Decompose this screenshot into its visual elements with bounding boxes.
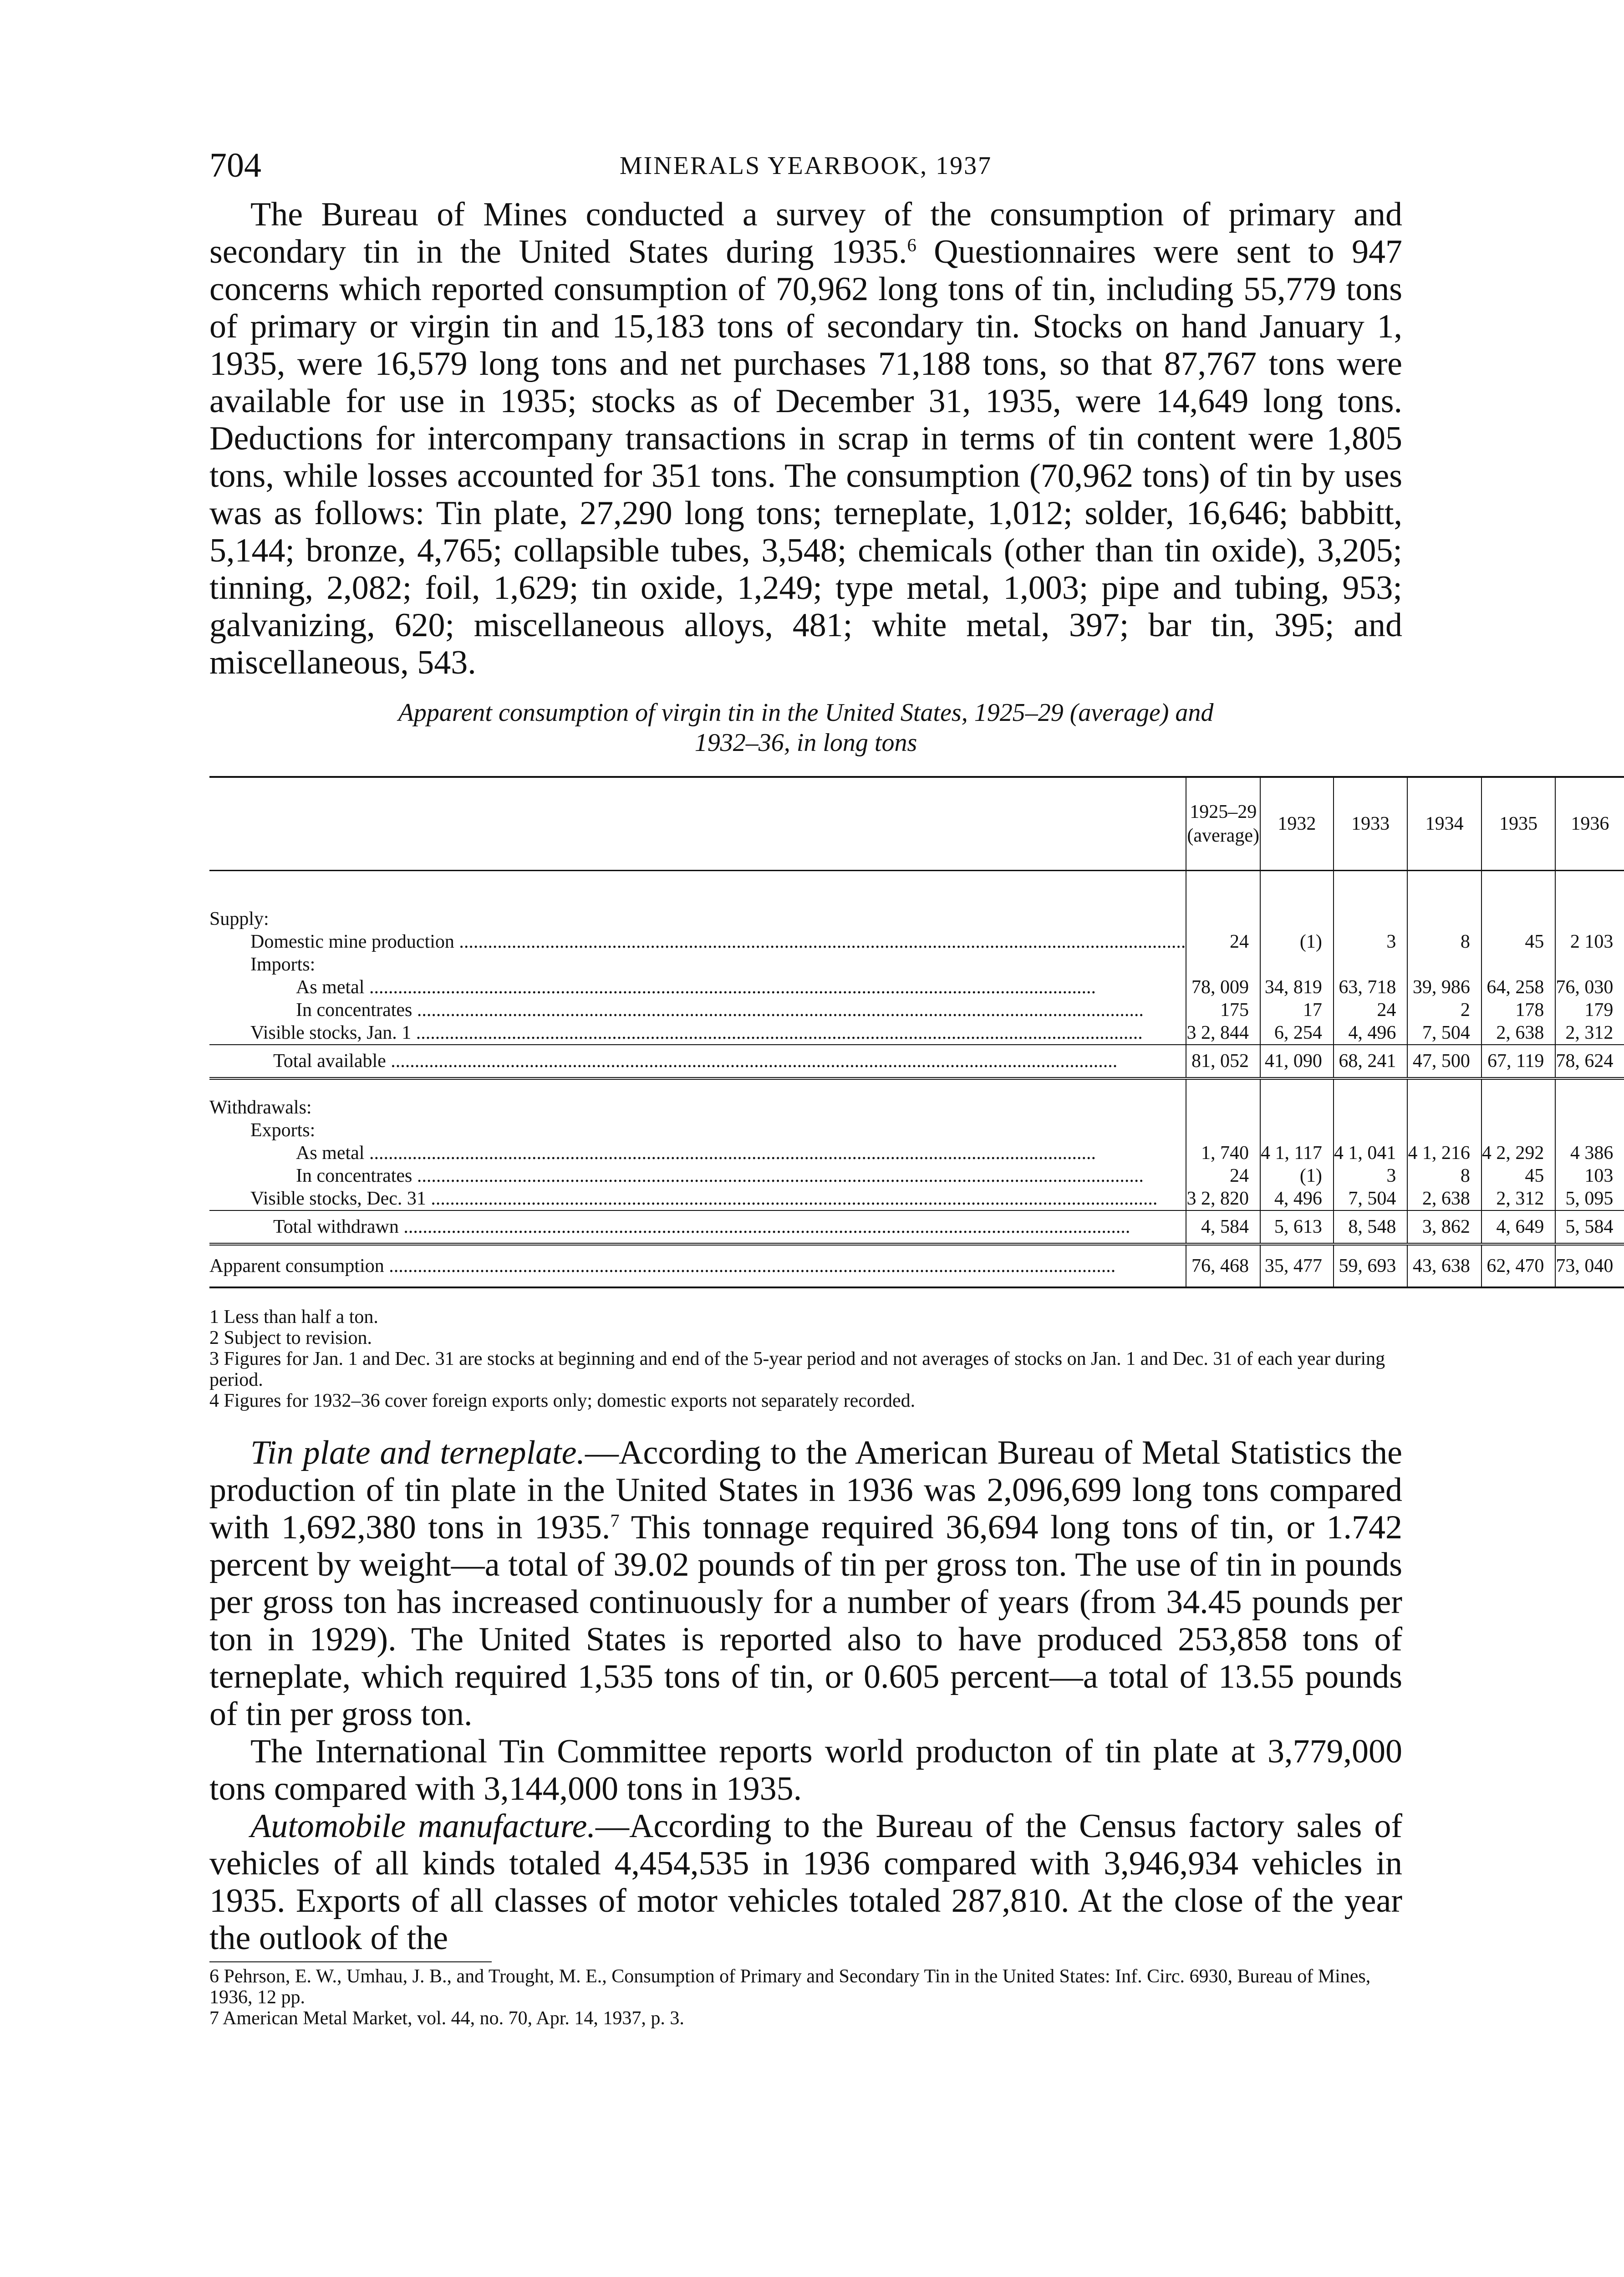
table-cell: 8, 548 (1334, 1210, 1408, 1244)
table-cell: 3 (1334, 930, 1408, 953)
table-cell: 175 (1186, 999, 1260, 1021)
footnote-ref-7: 7 (610, 1510, 620, 1531)
table-cell: 2, 312 (1555, 1021, 1624, 1045)
table-cell: 103 (1555, 1164, 1624, 1187)
total-row (209, 1045, 1624, 1078)
row-label: Total available ..... (273, 1050, 1186, 1072)
automobile-paragraph: Automobile manufacture.—According to the Bureau of the Census factory sales of vehicles of all kinds totaled 4,454,535 in 1936 compared with 3,946,934 vehicles in 1935. Exports of all classes of motor vehicles totaled 287,810. At the close of the year the outlook of the (209, 1807, 1402, 1957)
table-cell: 68, 241 (1334, 1045, 1408, 1078)
table-cell: 34, 819 (1260, 976, 1334, 999)
table-cell: 64, 258 (1481, 976, 1556, 999)
table-cell: 4 1, 216 (1407, 1142, 1481, 1164)
total-row (209, 1210, 1624, 1244)
table-cell: 3 2, 820 (1186, 1187, 1260, 1210)
section-row (209, 1119, 1624, 1142)
table-cell: 4 2, 292 (1481, 1142, 1556, 1164)
table-cell: (1) (1260, 1164, 1334, 1187)
section-row (209, 1096, 1624, 1119)
footnote-rule (209, 1961, 492, 1962)
table-cell: 17 (1260, 999, 1334, 1021)
table-row (209, 930, 1624, 953)
table-cell: 4, 496 (1260, 1187, 1334, 1210)
footnote-ref-6: 6 (907, 235, 916, 255)
itc-paragraph: The International Tin Committee reports world producton of tin plate at 3,779,000 tons compared with 3,144,000 tons in 1935. (209, 1733, 1402, 1807)
col-header: 1936 (1555, 777, 1624, 871)
table-cell: 3 (1334, 1164, 1408, 1187)
table-cell: 47, 500 (1407, 1045, 1481, 1078)
section-label: Supply: (209, 909, 269, 929)
stub-header (209, 777, 1186, 871)
table-footnote: 4 Figures for 1932–36 cover foreign exports only; domestic exports not separately recorded. (209, 1390, 916, 1411)
table-cell: 5, 613 (1260, 1210, 1334, 1244)
table-footnote: 2 Subject to revision. (209, 1327, 372, 1348)
page-footnote: 6 Pehrson, E. W., Umhau, J. B., and Trought, M. E., Consumption of Primary and Secondary Tin in the United States: Inf. Circ. 6930, Bureau of Mines, 1936, 12 pp. (209, 1966, 1371, 2008)
table-cell: 41, 090 (1260, 1045, 1334, 1078)
intro-paragraph: The Bureau of Mines conducted a survey of the consumption of primary and secondary tin in the United States during 1935.$^6$ Questionnaires were sent to 947 concerns which reported consumption of 70,962 long tons of tin, including 55,779 tons of primary or virgin tin and 15,183 tons of secondary tin. Stocks on hand January 1, 1935, were 16,579 long tons and net purchases 71,188 tons, so that 87,767 tons were available for use in 1935; stocks as of December 31, 1935, were 14,649 long tons. Deductions for intercompany transactions in scrap in terms of tin content were 1,805 tons, while losses accounted for 351 tons. The consumption (70,962 tons) of tin by uses was as follows: Tin plate, 27,290 long tons; terneplate, 1,012; solder, 16,646; babbitt, 5,144; bronze, 4,765; collapsible tubes, 3,548; chemicals (other than tin oxide), 3,205; tinning, 2,082; foil, 1,629; tin oxide, 1,249; type metal, 1,003; pipe and tubing, 953; galvanizing, 620; miscellaneous alloys, 481; white metal, 397; bar tin, 395; and miscellaneous, 543. (209, 196, 1402, 681)
table-row (209, 976, 1624, 999)
table-cell: 73, 040 (1555, 1244, 1624, 1287)
table-cell: 1, 740 (1186, 1142, 1260, 1164)
table-cell: 24 (1334, 999, 1408, 1021)
table-footnotes (209, 1307, 1402, 1411)
table-cell: 4 1, 041 (1334, 1142, 1408, 1164)
table-cell: 2, 312 (1481, 1187, 1556, 1210)
table-cell: 76, 030 (1555, 976, 1624, 999)
table-cell: 2 103 (1555, 930, 1624, 953)
table-footnote: 3 Figures for Jan. 1 and Dec. 31 are stocks at beginning and end of the 5-year period and not averages of stocks on Jan. 1 and Dec. 31 of each year during period. (209, 1348, 1385, 1390)
table-cell: 24 (1186, 930, 1260, 953)
table-cell: 35, 477 (1260, 1244, 1334, 1287)
table-cell: 4 386 (1555, 1142, 1624, 1164)
table-cell: 39, 986 (1407, 976, 1481, 999)
table-cell: 43, 638 (1407, 1244, 1481, 1287)
table-cell: 5, 095 (1555, 1187, 1624, 1210)
table-cell: 7, 504 (1334, 1187, 1408, 1210)
table-cell: 2 (1407, 999, 1481, 1021)
row-label: As metal ..... (296, 1142, 1186, 1164)
col-header: 1934 (1407, 777, 1481, 871)
section-heading: Tin plate and terneplate. (250, 1434, 585, 1471)
table-cell: 62, 470 (1481, 1244, 1556, 1287)
col-header: 1932 (1260, 777, 1334, 871)
table-cell: 78, 009 (1186, 976, 1260, 999)
section-label: Imports: (250, 954, 316, 975)
table-cell: 24 (1186, 1164, 1260, 1187)
table-row (209, 1187, 1624, 1210)
table-cell: 81, 052 (1186, 1045, 1260, 1078)
section-heading: Automobile manufacture. (250, 1807, 596, 1845)
col-header: 1933 (1334, 777, 1408, 871)
row-label: In concentrates ..... (296, 1164, 1186, 1187)
section-label: Withdrawals: (209, 1097, 312, 1118)
row-label: Visible stocks, Jan. 1 ..... (250, 1021, 1186, 1044)
table-cell: 76, 468 (1186, 1244, 1260, 1287)
table-cell: 59, 693 (1334, 1244, 1408, 1287)
table-cell: 63, 718 (1334, 976, 1408, 999)
table-cell: 6, 254 (1260, 1021, 1334, 1045)
table-cell: 2, 638 (1407, 1187, 1481, 1210)
col-header-1925-29: 1925–29 (average) (1186, 777, 1260, 871)
row-label: As metal ..... (296, 976, 1186, 999)
row-label: In concentrates ..... (296, 999, 1186, 1021)
table-cell: 3 2, 844 (1186, 1021, 1260, 1045)
table-cell: (1) (1260, 930, 1334, 953)
section-row (209, 908, 1624, 930)
apparent-consumption-row (209, 1244, 1624, 1287)
table-cell: 8 (1407, 1164, 1481, 1187)
table-footnote: 1 Less than half a ton. (209, 1307, 378, 1327)
table-cell: 178 (1481, 999, 1556, 1021)
table-cell: 179 (1555, 999, 1624, 1021)
running-head: MINERALS YEARBOOK, 1937 (619, 152, 993, 180)
table-row (209, 1164, 1624, 1187)
table-cell: 8 (1407, 930, 1481, 953)
table-cell: 3, 862 (1407, 1210, 1481, 1244)
table-cell: 45 (1481, 1164, 1556, 1187)
row-label: Apparent consumption ..... (209, 1255, 1186, 1277)
table-row (209, 1021, 1624, 1045)
table-cell: 4 1, 117 (1260, 1142, 1334, 1164)
table-cell: 78, 624 (1555, 1045, 1624, 1078)
table-cell: 45 (1481, 930, 1556, 953)
row-label: Visible stocks, Dec. 31 ..... (250, 1187, 1186, 1210)
table-cell: 4, 496 (1334, 1021, 1408, 1045)
table-cell: 4, 649 (1481, 1210, 1556, 1244)
page-footnote: 7 American Metal Market, vol. 44, no. 70, Apr. 14, 1937, p. 3. (209, 2008, 684, 2029)
section-label: Exports: (250, 1120, 316, 1141)
table-cell: 7, 504 (1407, 1021, 1481, 1045)
row-label: Domestic mine production ..... (250, 930, 1186, 953)
table-cell: 4, 584 (1186, 1210, 1260, 1244)
table-header-row (209, 777, 1624, 871)
table-cell: 2, 638 (1481, 1021, 1556, 1045)
col-header: 1935 (1481, 777, 1556, 871)
table-cell: 5, 584 (1555, 1210, 1624, 1244)
tin-consumption-table (209, 776, 1624, 1288)
page-header (209, 146, 1402, 196)
row-label: Total withdrawn ..... (273, 1215, 1186, 1238)
table-caption: Apparent consumption of virgin tin in the United States, 1925–29 (average) and 1932–36, in long tons (398, 699, 1214, 757)
tinplate-paragraph: Tin plate and terneplate.—According to the American Bureau of Metal Statistics the production of tin plate in the United States in 1936 was 2,096,699 long tons compared with 1,692,380 tons in 1935.$^7$ This tonnage required 36,694 long tons of tin, or 1.742 percent by weight—a total of 39.02 pounds of tin per gross ton. The use of tin in pounds per gross ton has increased continuously for a number of years (from 34.45 pounds per ton in 1929). The United States is reported also to have produced 253,858 tons of terneplate, which required 1,535 tons of tin, or 0.605 percent—a total of 13.55 pounds of tin per gross ton. (209, 1434, 1403, 1733)
table-row (209, 1142, 1624, 1164)
section-row (209, 953, 1624, 976)
table-cell: 67, 119 (1481, 1045, 1556, 1078)
document-page (209, 146, 1614, 2029)
table-row (209, 999, 1624, 1021)
page-number: 704 (209, 146, 261, 184)
